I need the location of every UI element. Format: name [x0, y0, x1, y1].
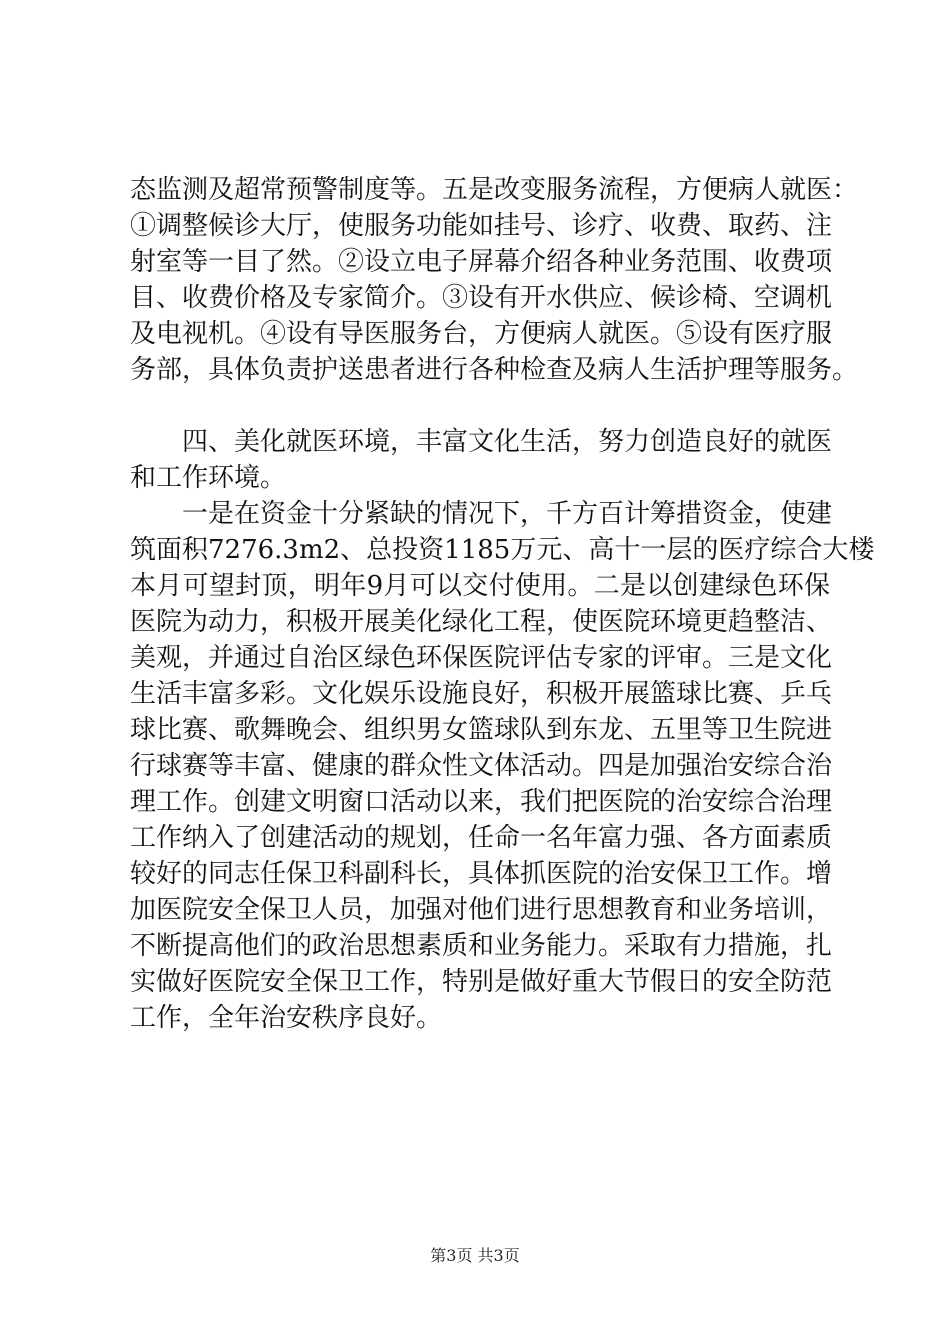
- text-line: 医院为动力，积极开展美化绿化工程，使医院环境更趋整洁、: [130, 607, 833, 637]
- text-line: 务部，具体负责护送患者进行各种检查及病人生活护理等服务。: [130, 355, 859, 385]
- text-line: 一是在资金十分紧缺的情况下，千方百计筹措资金，使建: [130, 499, 833, 529]
- text-line: 工作，全年治安秩序良好。: [130, 1003, 443, 1033]
- text-line: 行球赛等丰富、健康的群众性文体活动。四是加强治安综合治: [130, 751, 833, 781]
- text-line: 本月可望封顶，明年9月可以交付使用。二是以创建绿色环保: [130, 571, 830, 601]
- text-line: 射室等一目了然。②设立电子屏幕介绍各种业务范围、收费项: [130, 247, 833, 277]
- text-line: 目、收费价格及专家简介。③设有开水供应、候诊椅、空调机: [130, 283, 833, 313]
- section-heading-line: 和工作环境。: [130, 463, 287, 493]
- page-footer: [0, 1246, 950, 1266]
- text-line: 加医院安全保卫人员，加强对他们进行思想教育和业务培训，: [130, 895, 833, 925]
- text-line: 美观，并通过自治区绿色环保医院评估专家的评审。三是文化: [130, 643, 833, 673]
- page-number-label: 第3页 共3页: [430, 1246, 520, 1265]
- text-line: 筑面积7276.3m2、总投资1185万元、高十一层的医疗综合大楼: [130, 535, 875, 565]
- text-line: 工作纳入了创建活动的规划，任命一名年富力强、各方面素质: [130, 823, 833, 853]
- text-line: 理工作。创建文明窗口活动以来，我们把医院的治安综合治理: [130, 787, 833, 817]
- text-line: 及电视机。④设有导医服务台，方便病人就医。⑤设有医疗服: [130, 319, 833, 349]
- text-line: 态监测及超常预警制度等。五是改变服务流程，方便病人就医：: [130, 175, 859, 205]
- text-line: ①调整候诊大厅，使服务功能如挂号、诊疗、收费、取药、注: [130, 211, 833, 241]
- text-line: 球比赛、歌舞晚会、组织男女篮球队到东龙、五里等卫生院进: [130, 715, 833, 745]
- text-line: 较好的同志任保卫科副科长，具体抓医院的治安保卫工作。增: [130, 859, 833, 889]
- text-line: 不断提高他们的政治思想素质和业务能力。采取有力措施，扎: [130, 931, 833, 961]
- section-heading-line: 四、美化就医环境，丰富文化生活，努力创造良好的就医: [130, 427, 833, 457]
- text-line: 生活丰富多彩。文化娱乐设施良好，积极开展篮球比赛、乒乓: [130, 679, 833, 709]
- text-line: 实做好医院安全保卫工作，特别是做好重大节假日的安全防范: [130, 967, 833, 997]
